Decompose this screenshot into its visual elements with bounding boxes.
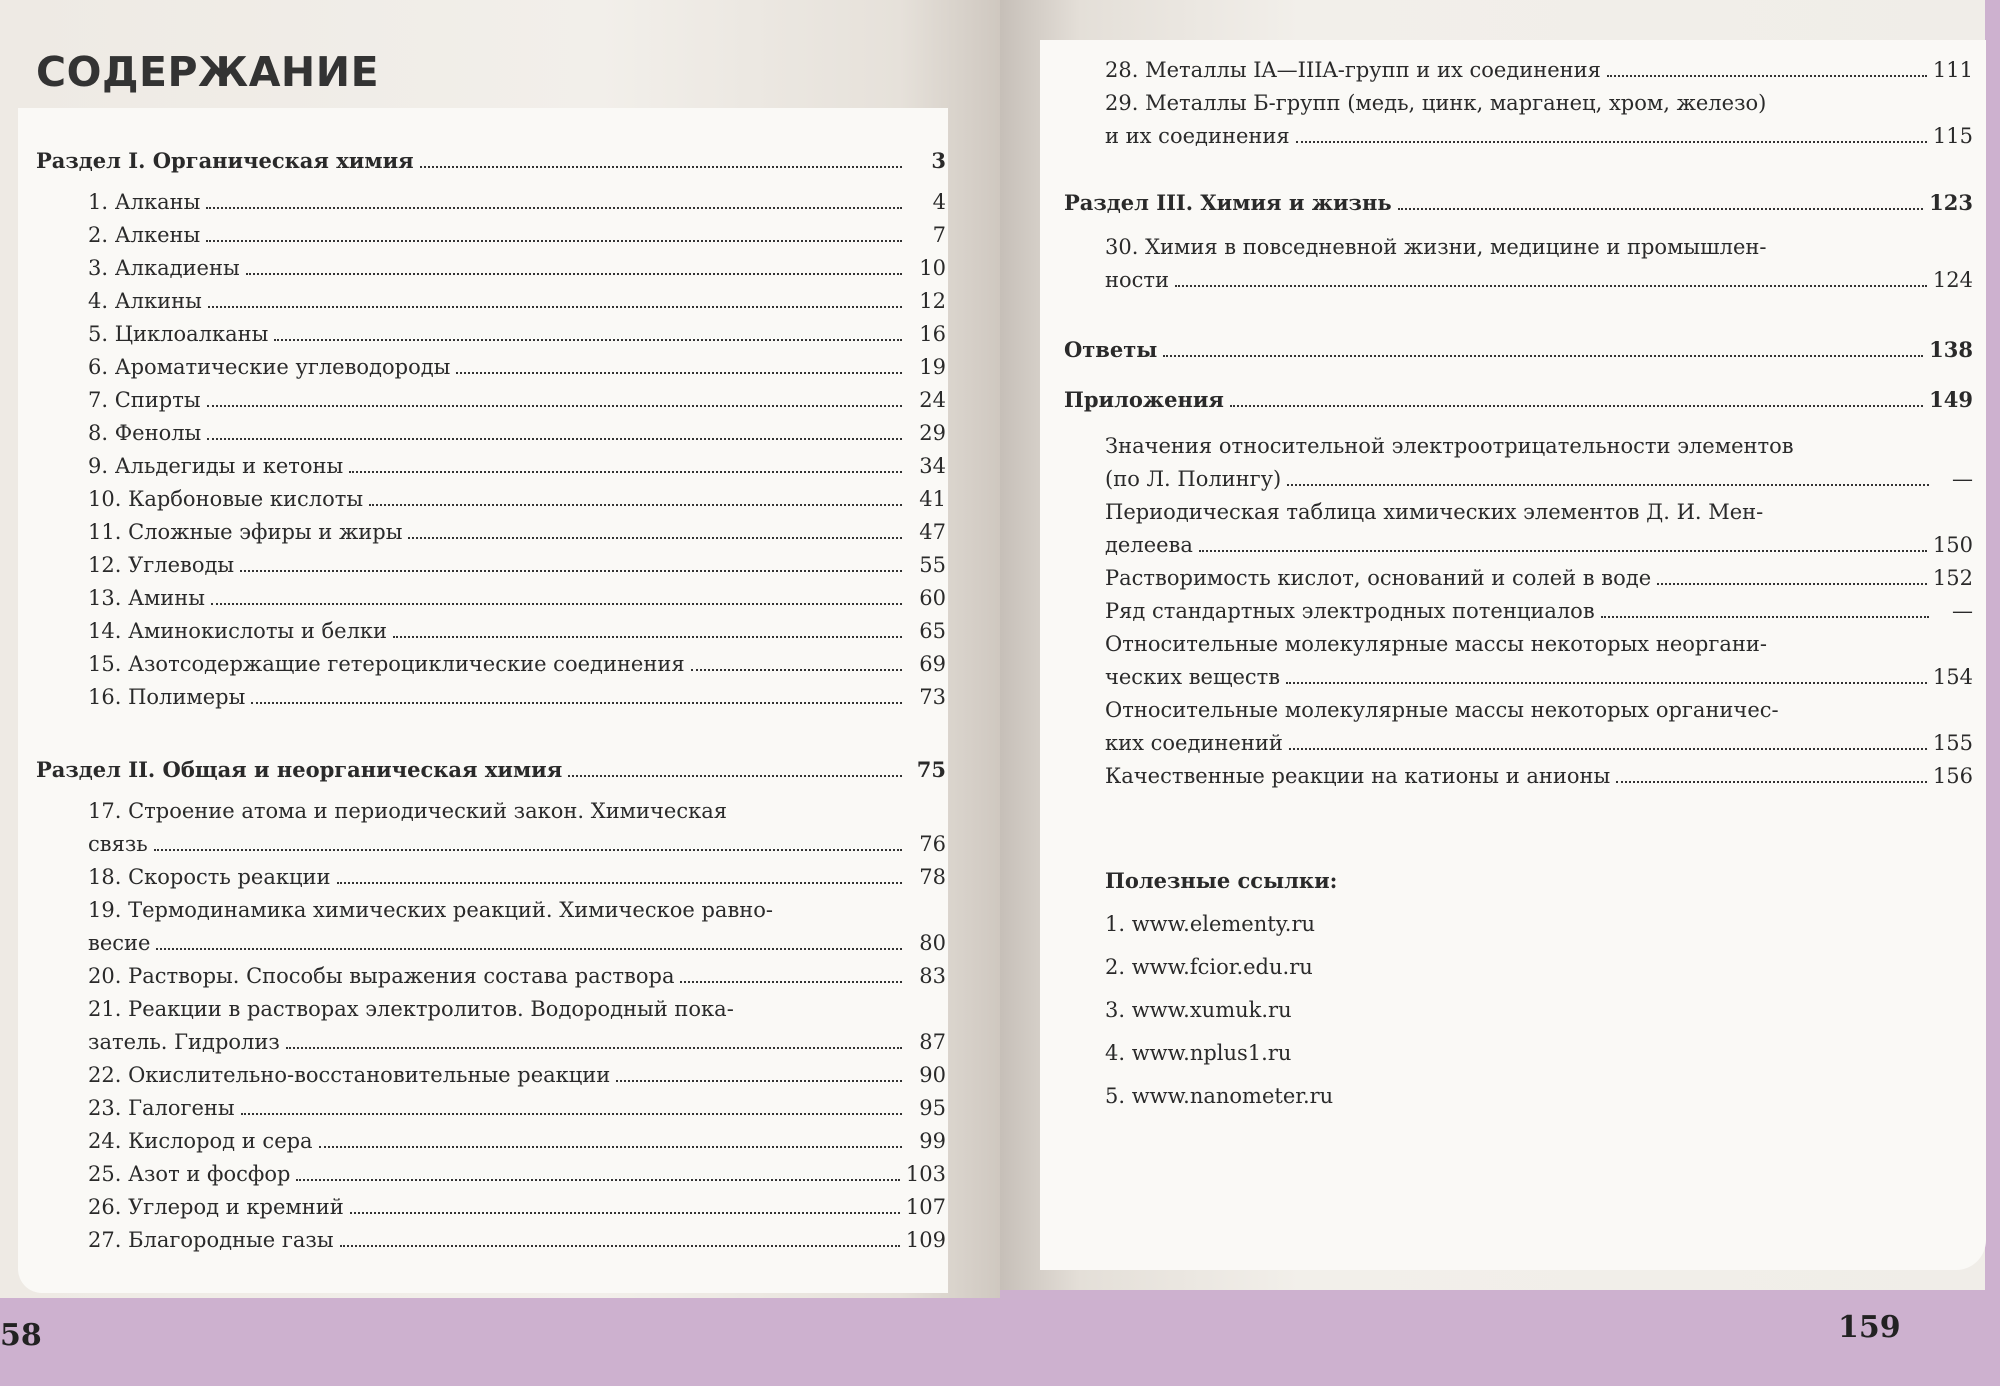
toc-item-label: 14. Аминокислоты и белки	[88, 619, 388, 643]
toc-item-label: 4. Алкины	[88, 289, 202, 313]
toc-item	[88, 682, 946, 712]
toc-item-28: 28. Металлы IA—IIIA-групп и их соединения 111	[1105, 58, 1973, 82]
toc-item-page: 109	[905, 1228, 946, 1252]
toc-item-label: 7. Спирты	[88, 388, 201, 412]
toc-item-page: 90	[919, 1063, 946, 1087]
toc-item	[88, 1060, 946, 1090]
toc-item	[88, 418, 946, 448]
toc-item-label: 23. Галогены	[88, 1096, 235, 1120]
toc-item	[88, 1192, 946, 1222]
toc-item-29-line1: 29. Металлы Б-групп (медь, цинк, марганец, хром, железо)	[1105, 91, 1767, 115]
link-2[interactable]: 2. www.fcior.edu.ru	[1105, 955, 1313, 979]
toc-item-19: весие 80	[88, 931, 946, 955]
toc-item-label: 11. Сложные эфиры и жиры	[88, 520, 403, 544]
toc-item-label: 1. Алканы	[88, 190, 201, 214]
toc-section-3: Раздел III. Химия и жизнь 123	[1064, 190, 1973, 215]
toc-item	[88, 583, 946, 613]
toc-item	[88, 352, 946, 382]
toc-item	[88, 484, 946, 514]
toc-item-label: 3. Алкадиены	[88, 256, 240, 280]
toc-item-label: 13. Амины	[88, 586, 206, 610]
toc-item-label: 16. Полимеры	[88, 685, 246, 709]
toc-item-page: 95	[919, 1096, 946, 1120]
toc-item	[88, 550, 946, 580]
toc-item-page: 10	[919, 256, 946, 280]
toc-item	[88, 517, 946, 547]
toc-app2: делеева 150	[1105, 533, 1973, 557]
useful-links-title: Полезные ссылки:	[1105, 868, 1338, 893]
page-number-left: 58	[0, 1318, 42, 1353]
toc-item-label: 25. Азот и фосфор	[88, 1162, 291, 1186]
toc-item-page: 19	[919, 355, 946, 379]
toc-item	[88, 1093, 946, 1123]
toc-item-page: 55	[919, 553, 946, 577]
toc-item-page: 99	[919, 1129, 946, 1153]
toc-item-page: 73	[919, 685, 946, 709]
toc-item-label: 5. Циклоалканы	[88, 322, 269, 346]
toc-item-label: 12. Углеводы	[88, 553, 235, 577]
toc-app5-line1: Относительные молекулярные массы некоторых неоргани-	[1105, 632, 1767, 656]
toc-item	[88, 616, 946, 646]
link-5[interactable]: 5. www.nanometer.ru	[1105, 1084, 1334, 1108]
link-3[interactable]: 3. www.xumuk.ru	[1105, 998, 1292, 1022]
toc-item-21-line1: 21. Реакции в растворах электролитов. Водородный пока-	[88, 997, 734, 1021]
toc-item-17-line1: 17. Строение атома и периодический закон. Химическая	[88, 799, 727, 823]
page-title: СОДЕРЖАНИЕ	[36, 48, 380, 96]
toc-item	[88, 649, 946, 679]
toc-item-20: 20. Растворы. Способы выражения состава раствора 83	[88, 964, 946, 988]
toc-app6-line1: Относительные молекулярные массы некоторых органичес-	[1105, 698, 1779, 722]
toc-item-page: 29	[919, 421, 946, 445]
right-edge-stripe	[1985, 0, 2000, 1300]
toc-item-page: 34	[919, 454, 946, 478]
toc-item-page: 107	[905, 1195, 946, 1219]
toc-item-page: 47	[919, 520, 946, 544]
toc-item-page: 69	[919, 652, 946, 676]
toc-section-2: Раздел II. Общая и неорганическая химия 75	[36, 757, 946, 782]
toc-app1-line1: Значения относительной электроотрицательности элементов	[1105, 434, 1794, 458]
toc-app3: Растворимость кислот, оснований и солей в воде 152	[1105, 566, 1973, 590]
toc-item-label: 10. Карбоновые кислоты	[88, 487, 364, 511]
toc-item-30-line1: 30. Химия в повседневной жизни, медицине и промышлен-	[1105, 235, 1767, 259]
toc-item-label: 24. Кислород и сера	[88, 1129, 313, 1153]
toc-item-19-line1: 19. Термодинамика химических реакций. Химическое равно-	[88, 898, 774, 922]
toc-item-30: ности 124	[1105, 268, 1973, 292]
toc-item	[88, 1126, 946, 1156]
toc-item-page: 65	[919, 619, 946, 643]
link-1[interactable]: 1. www.elementy.ru	[1105, 912, 1316, 936]
toc-item-page: 12	[919, 289, 946, 313]
toc-item	[88, 220, 946, 250]
toc-item	[88, 451, 946, 481]
toc-app5: ческих веществ 154	[1105, 665, 1973, 689]
toc-app4: Ряд стандартных электродных потенциалов —	[1105, 599, 1973, 623]
toc-item-29: и их соединения 115	[1105, 124, 1973, 148]
toc-item-page: 7	[932, 223, 946, 247]
toc-item-page: 60	[919, 586, 946, 610]
toc-app1: (по Л. Полингу) —	[1105, 467, 1973, 491]
toc-item	[88, 253, 946, 283]
toc-item-label: 9. Альдегиды и кетоны	[88, 454, 344, 478]
toc-item	[88, 385, 946, 415]
toc-item-label: 8. Фенолы	[88, 421, 202, 445]
toc-item-page: 24	[919, 388, 946, 412]
toc-item-label: 26. Углерод и кремний	[88, 1195, 344, 1219]
toc-item-page: 16	[919, 322, 946, 346]
toc-item	[88, 1159, 946, 1189]
toc-appendix: Приложения 149	[1064, 387, 1973, 412]
toc-item-page: 103	[905, 1162, 946, 1186]
toc-item-17: связь 76	[88, 832, 946, 856]
toc-item-21: затель. Гидролиз 87	[88, 1030, 946, 1054]
page-number-right: 159	[1838, 1310, 1901, 1345]
toc-item-page: 41	[919, 487, 946, 511]
toc-item	[88, 286, 946, 316]
toc-item-label: 27. Благородные газы	[88, 1228, 334, 1252]
toc-item-label: 6. Ароматические углеводороды	[88, 355, 451, 379]
toc-item-label: 15. Азотсодержащие гетероциклические соединения	[88, 652, 685, 676]
toc-item-18: 18. Скорость реакции 78	[88, 865, 946, 889]
toc-section-1: Раздел I. Органическая химия 3	[36, 148, 946, 173]
toc-item	[88, 1225, 946, 1255]
toc-item-label: 2. Алкены	[88, 223, 201, 247]
left-bottom-stripe	[0, 1298, 1000, 1386]
toc-app7: Качественные реакции на катионы и анионы 156	[1105, 764, 1973, 788]
toc-item	[88, 319, 946, 349]
toc-item-page: 4	[932, 190, 946, 214]
toc-app2-line1: Периодическая таблица химических элементов Д. И. Мен-	[1105, 500, 1764, 524]
toc-app6: ких соединений 155	[1105, 731, 1973, 755]
toc-item	[88, 187, 946, 217]
link-4[interactable]: 4. www.nplus1.ru	[1105, 1041, 1292, 1065]
toc-answers: Ответы 138	[1064, 337, 1973, 362]
toc-item-label: 22. Окислительно-восстановительные реакции	[88, 1063, 611, 1087]
